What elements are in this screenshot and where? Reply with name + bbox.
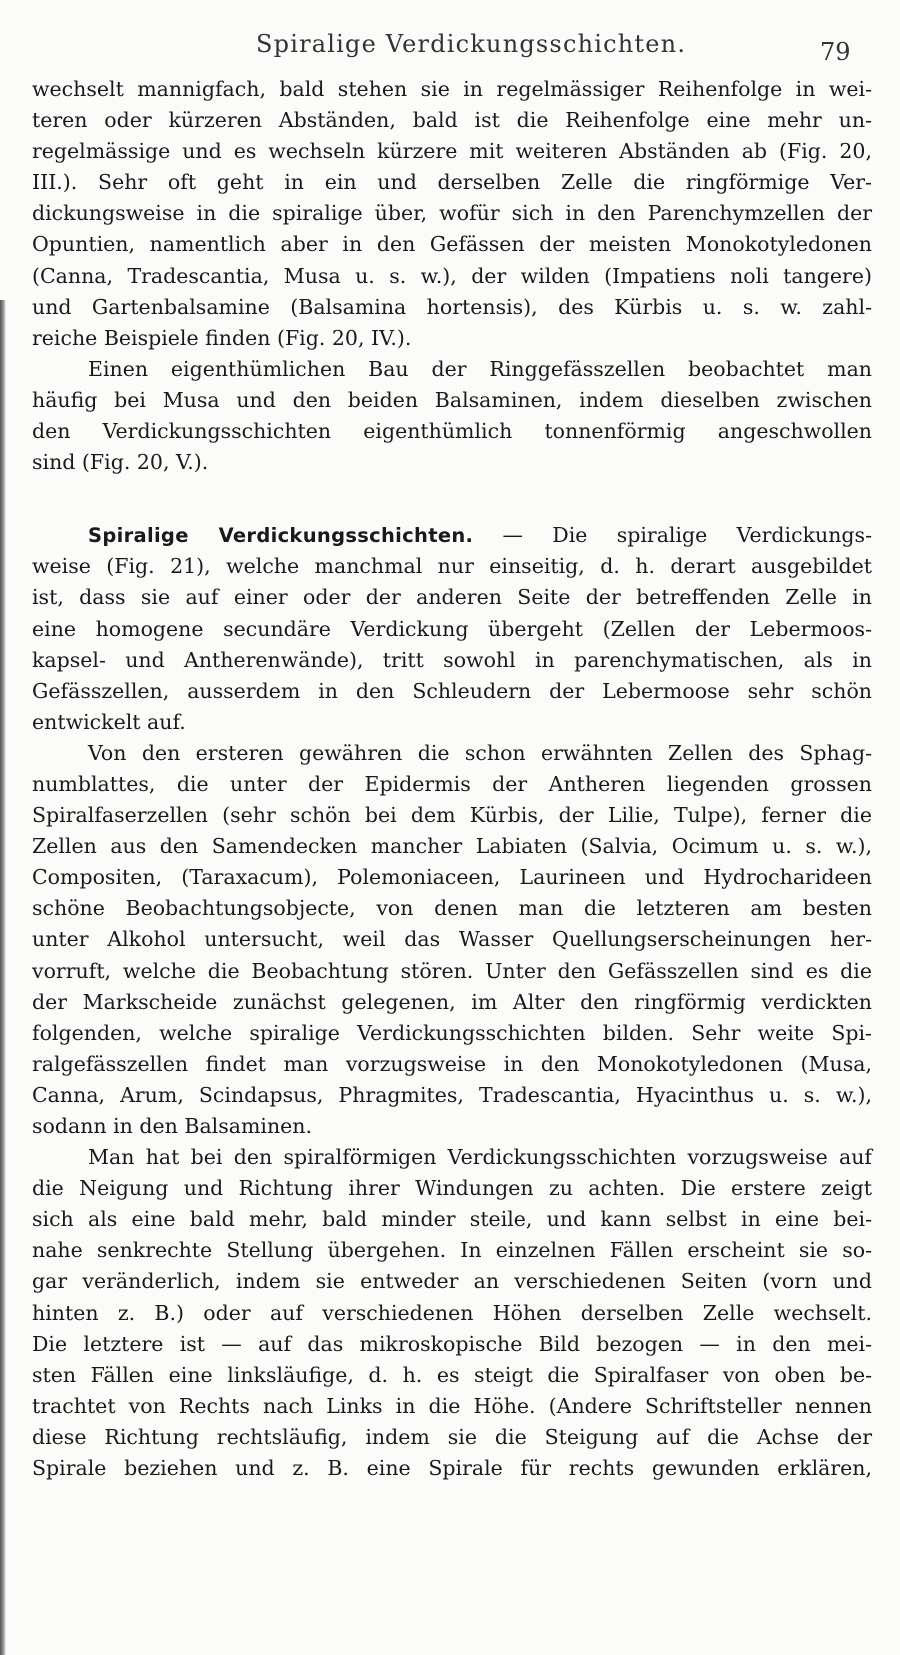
- text-line: Man hat bei den spiralförmigen Verdickungsschichten vorzugsweise auf: [88, 1145, 872, 1170]
- text-line: sind (Fig. 20, V.).: [32, 450, 209, 475]
- text-line: hinten z. B.) oder auf verschiedenen Höhen derselben Zelle wechselt.: [32, 1300, 872, 1325]
- text-line: dickungsweise in die spiralige über, wofür sich in den Parenchymzellen der: [32, 201, 872, 226]
- section-heading: Spiralige Verdickungsschichten.: [88, 524, 474, 548]
- text-line: Von den ersteren gewähren die schon erwähnten Zellen des Sphag-: [88, 740, 872, 765]
- text-line: Compositen, (Taraxacum), Polemoniaceen, Laurineen und Hydrocharideen: [32, 865, 872, 890]
- text-line: Die letztere ist — auf das mikroskopische Bild bezogen — in den mei-: [32, 1331, 872, 1356]
- text-line: trachtet von Rechts nach Links in die Höhe. (Andere Schriftsteller nennen: [32, 1393, 872, 1418]
- text-line: entwickelt auf.: [32, 709, 186, 734]
- text-line: Gefässzellen, ausserdem in den Schleudern der Lebermoose sehr schön: [32, 678, 872, 703]
- section-gap: [32, 478, 872, 520]
- text-line: sodann in den Balsaminen.: [32, 1114, 313, 1138]
- text-line: schöne Beobachtungsobjecte, von denen man die letzteren am besten: [32, 896, 872, 921]
- text-line: Spiralfaserzellen (sehr schön bei dem Kürbis, der Lilie, Tulpe), ferner die: [32, 803, 872, 828]
- text-line: Einen eigenthümlichen Bau der Ringgefässzellen beobachtet man: [88, 356, 872, 381]
- text-line: diese Richtung rechtsläufig, indem sie die Steigung auf die Achse der: [32, 1424, 872, 1449]
- page-header: [0, 30, 900, 70]
- text-line: unter Alkohol untersucht, weil das Wasser Quellungserscheinungen her-: [32, 927, 872, 952]
- binding-shadow: [0, 300, 6, 1655]
- body-text: [32, 74, 872, 1484]
- text-line: folgenden, welche spiralige Verdickungsschichten bilden. Sehr weite Spi-: [32, 1020, 872, 1045]
- text-line: reiche Beispiele finden (Fig. 20, IV.).: [32, 325, 412, 350]
- text-line: III.). Sehr oft geht in ein und derselben Zelle die ringförmige Ver-: [32, 170, 872, 195]
- text-line: teren oder kürzeren Abständen, bald ist die Reihenfolge eine mehr un-: [32, 108, 872, 133]
- paragraph-2: [32, 354, 872, 478]
- text-line: sten Fällen eine linksläufige, d. h. es steigt die Spiralfaser von oben be-: [32, 1362, 872, 1387]
- page-number: 79: [820, 38, 851, 66]
- text-line: die Neigung und Richtung ihrer Windungen zu achten. Die erstere zeigt: [32, 1176, 872, 1201]
- text-line: Spirale beziehen und z. B. eine Spirale für rechts gewunden erklären,: [32, 1456, 872, 1481]
- text-line: vorruft, welche die Beobachtung stören. Unter den Gefässzellen sind es die: [32, 958, 872, 983]
- text-line: den Verdickungsschichten eigenthümlich tonnenförmig angeschwollen: [32, 419, 872, 444]
- text-line: Opuntien, namentlich aber in den Gefässen der meisten Monokotyledonen: [32, 232, 872, 257]
- running-title: Spiralige Verdickungsschichten.: [256, 30, 687, 58]
- text-line: ist, dass sie auf einer oder der anderen Seite der betreffenden Zelle in: [32, 585, 872, 610]
- text-line-with-heading: [32, 520, 872, 551]
- text-line: gar veränderlich, indem sie entweder an verschiedenen Seiten (vorn und: [32, 1269, 872, 1294]
- text-line: ralgefässzellen findet man vorzugsweise in den Monokotyledonen (Musa,: [32, 1051, 872, 1076]
- text-line: nahe senkrechte Stellung übergehen. In einzelnen Fällen erscheint sie so-: [32, 1238, 872, 1263]
- text-line: kapsel- und Antherenwände), tritt sowohl in parenchymatischen, als in: [32, 647, 872, 672]
- text-run: — Die spiralige Verdickungs-: [473, 523, 872, 548]
- paragraph-3: [32, 520, 872, 738]
- text-line: weise (Fig. 21), welche manchmal nur einseitig, d. h. derart ausgebildet: [32, 554, 872, 579]
- paragraph-4: [32, 738, 872, 1142]
- text-line: numblattes, die unter der Epidermis der Antheren liegenden grossen: [32, 771, 872, 796]
- text-line: eine homogene secundäre Verdickung übergeht (Zellen der Lebermoos-: [32, 616, 872, 641]
- text-line: sich als eine bald mehr, bald minder steile, und kann selbst in eine bei-: [32, 1207, 872, 1232]
- paragraph-5: [32, 1142, 872, 1484]
- text-line: regelmässige und es wechseln kürzere mit weiteren Abständen ab (Fig. 20,: [32, 139, 872, 164]
- text-line: Canna, Arum, Scindapsus, Phragmites, Tradescantia, Hyacinthus u. s. w.),: [32, 1082, 872, 1107]
- text-line: (Canna, Tradescantia, Musa u. s. w.), der wilden (Impatiens noli tangere): [32, 263, 872, 288]
- text-line: häufig bei Musa und den beiden Balsaminen, indem dieselben zwischen: [32, 387, 872, 412]
- text-line: wechselt mannigfach, bald stehen sie in regelmässiger Reihenfolge in wei-: [32, 77, 872, 101]
- text-line: der Markscheide zunächst gelegenen, im Alter den ringförmig verdickten: [32, 989, 872, 1014]
- text-line: Zellen aus den Samendecken mancher Labiaten (Salvia, Ocimum u. s. w.),: [32, 834, 872, 859]
- text-line: und Gartenbalsamine (Balsamina hortensis), des Kürbis u. s. w. zahl-: [32, 294, 872, 319]
- paragraph-1: [32, 74, 872, 354]
